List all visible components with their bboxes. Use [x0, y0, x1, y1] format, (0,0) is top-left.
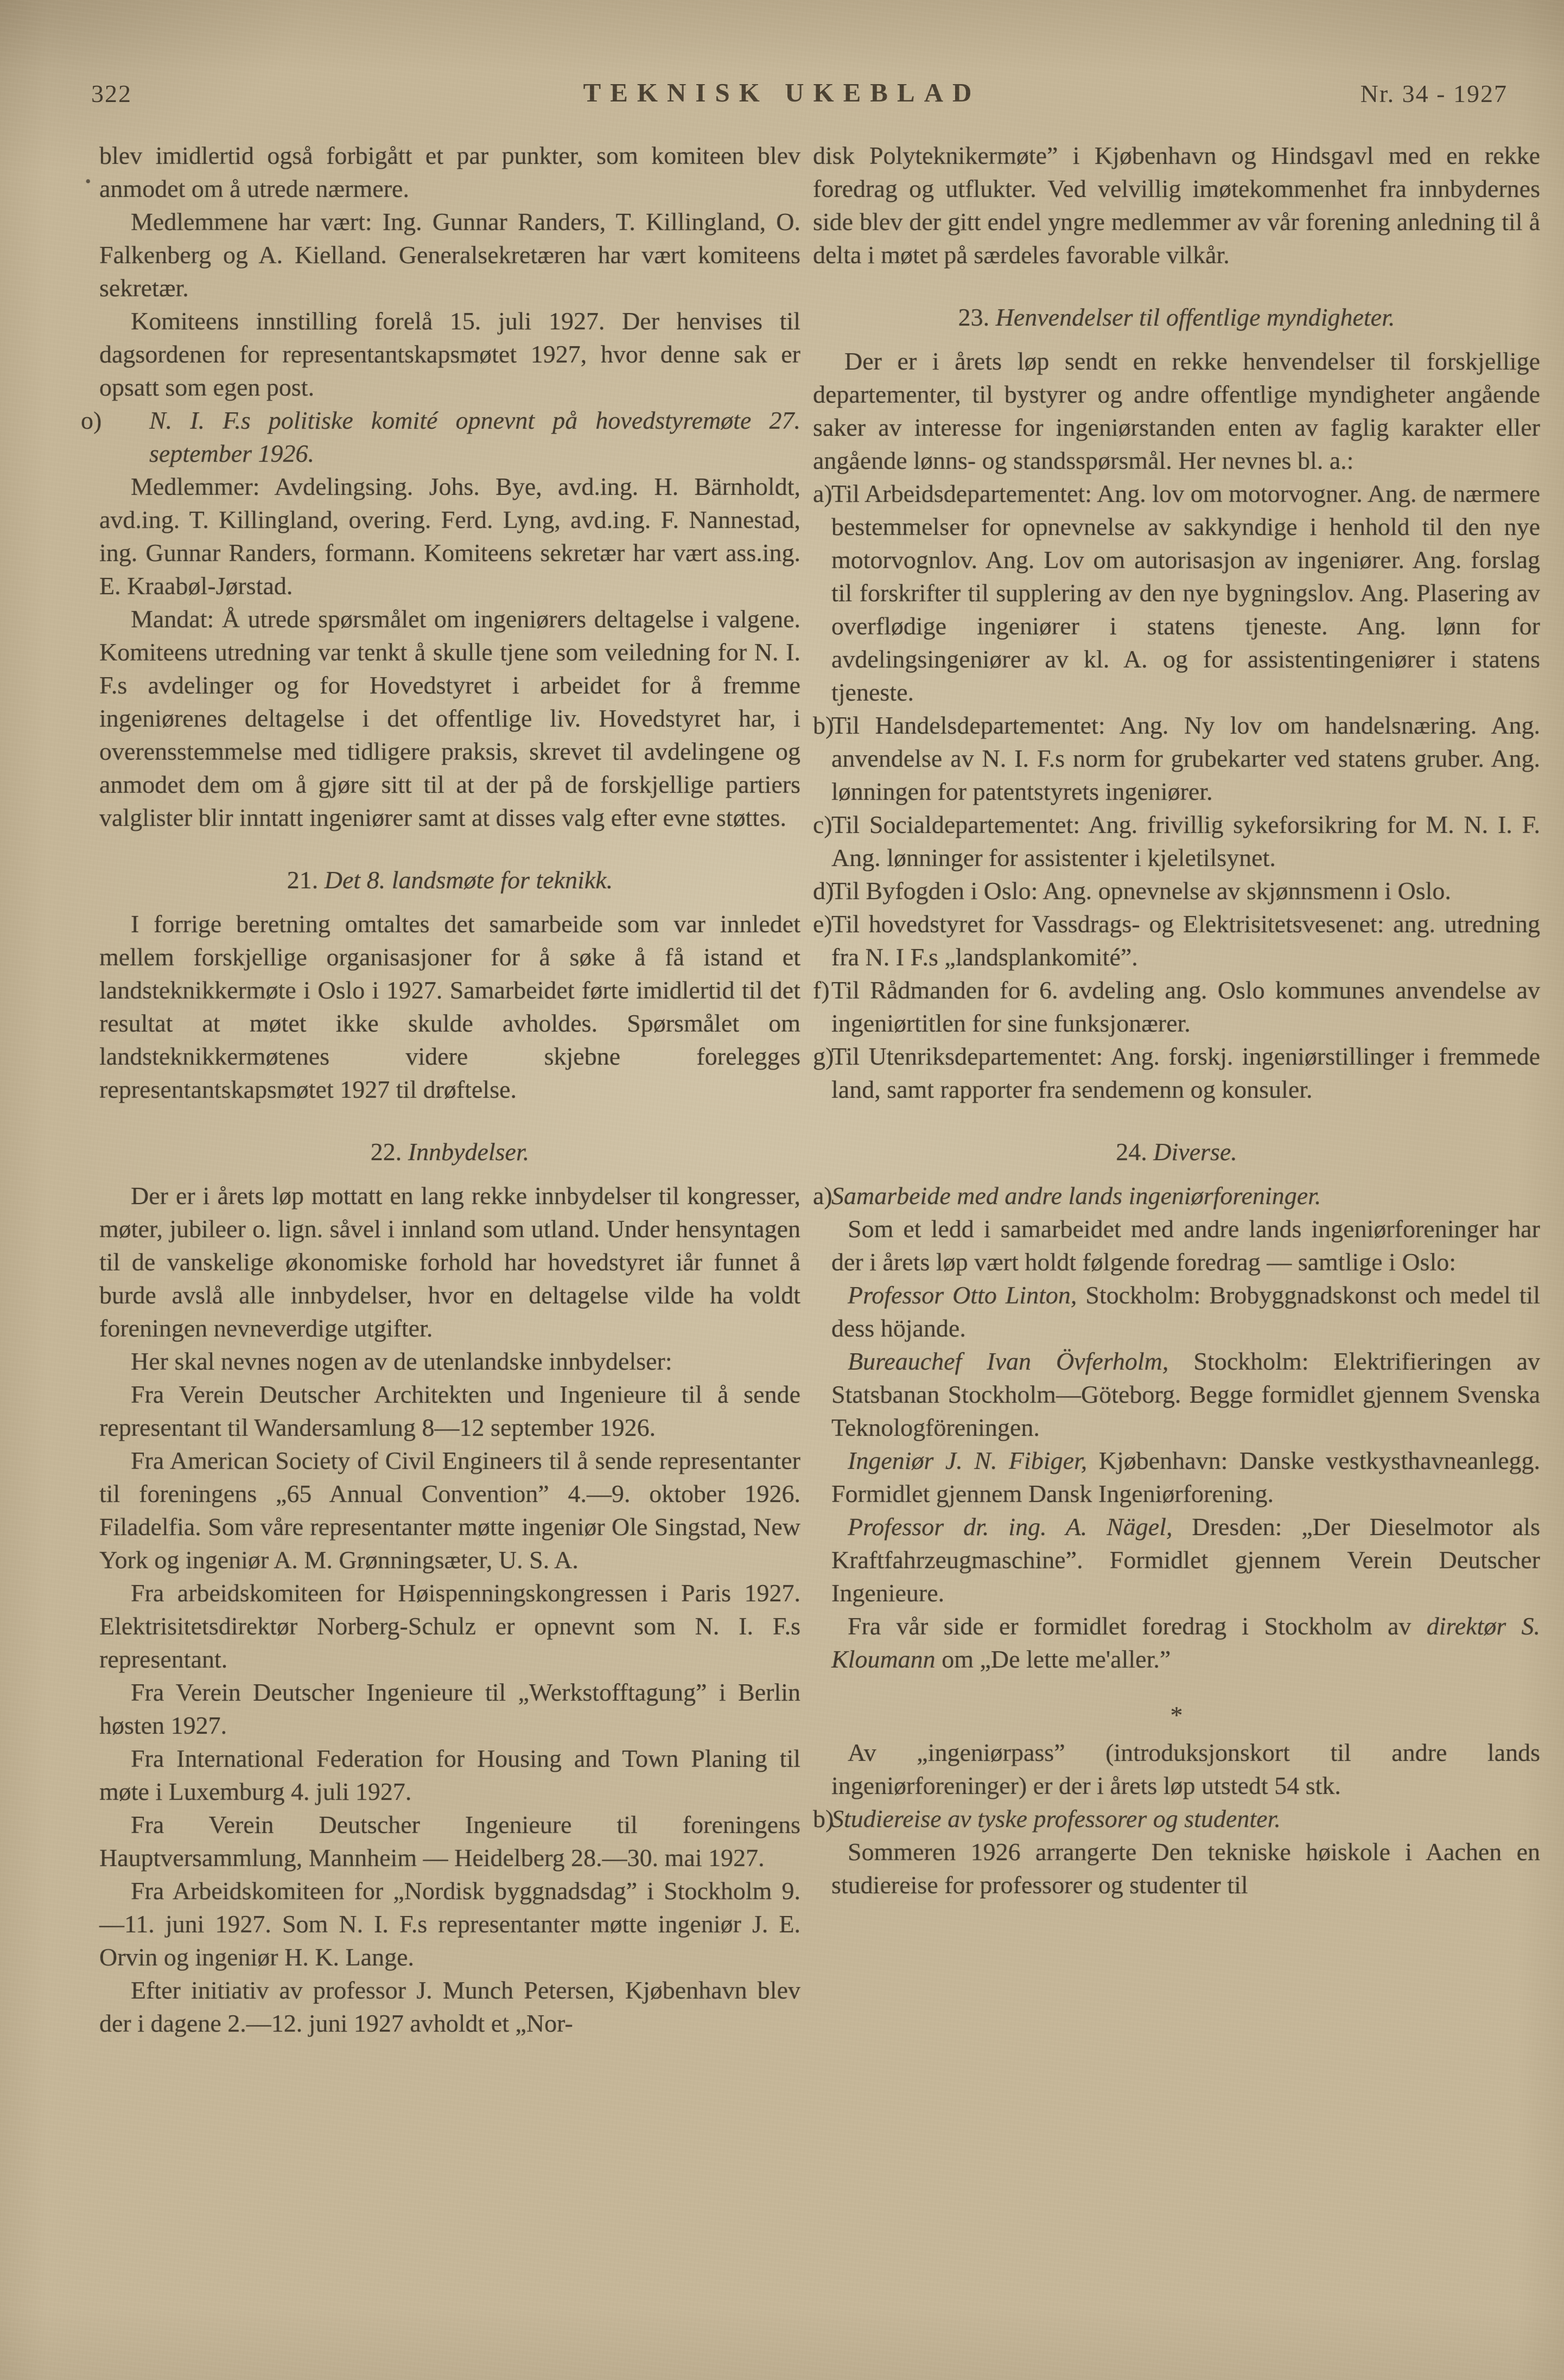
text-run: Fra American Society of Civil Engineers til å sende representanter til foreningens „65 Annual Convention” 4.—9. oktober 1926. Filadelfia. Som våre representanter møtte ingeniør Ole Singstad, New York og ingeniør A. M. Grønningsæter, U. S. A.: [99, 1447, 800, 1574]
text-run: Medlemmer: Avdelingsing. Johs. Bye, avd.ing. H. Bärnholdt, avd.ing. T. Killingland, overing. Ferd. Lyng, avd.ing. F. Nannestad, ing. Gunnar Randers, formann. Komiteens sekretær har vært ass.ing. E. Kraabøl-Jørstad.: [99, 473, 800, 600]
journal-title: TEKNISK UKEBLAD: [583, 78, 981, 107]
text-run: Stockholm: Elektrifieringen av Statsbanan Stockholm—Göteborg. Begge formidlet gjennem Svenska Teknologföreningen.: [831, 1347, 1541, 1441]
text-run: Der er i årets løp mottatt en lang rekke innbydelser til kongresser, møter, jubileer o. lign. såvel i innland som utland. Under hensyntagen til de vanskelige økonomiske forhold har hovedstyret iår funnet å burde avslå alle innbydelser, hvor en deltagelse vilde ha voldt foreningen nevneverdige utgifter.: [99, 1182, 800, 1342]
text-run: Til Socialdepartementet: Ang. frivillig sykeforsikring for M. N. I. F. Ang. lønninger for assistenter i kjeletilsynet.: [831, 811, 1540, 871]
item-label: a): [813, 1182, 832, 1210]
paragraph: [831, 1736, 1540, 1802]
text-run: Til Byfogden i Oslo: Ang. opnevnelse av skjønnsmenn i Oslo.: [831, 877, 1451, 905]
section-title: Det 8. landsmøte for teknikk.: [324, 866, 613, 894]
text-run: Stockholm: Brobyggnadskonst och medel til dess höjande.: [831, 1281, 1540, 1342]
section-heading: [99, 1135, 800, 1168]
section-number: 21.: [287, 866, 325, 894]
text-run: disk Polyteknikermøte” i Kjøbenhavn og Hindsgavl med en rekke foredrag og utflukter. Ved velvillig imøtekommenhet fra innbydernes side blev der gitt endel yngre medlemmer av vår forening anledning til å delta i møtet på særdeles favorable vilkår.: [813, 142, 1540, 269]
section-title: Diverse.: [1153, 1138, 1237, 1166]
paragraph: [99, 1974, 800, 2040]
text-run: Til Utenriksdepartementet: Ang. forskj. ingeniørstillinger i fremmede land, samt rapporter fra sendemenn og konsuler.: [831, 1042, 1540, 1103]
list-item: [813, 1040, 1540, 1106]
paragraph: [831, 1278, 1540, 1345]
text-run: blev imidlertid også forbigått et par punkter, som komiteen blev anmodet om å utrede nærmere.: [99, 142, 800, 202]
list-item: [813, 1802, 1540, 1835]
item-label: c): [813, 811, 832, 838]
paragraph: [813, 345, 1540, 477]
paragraph: [99, 1742, 800, 1808]
text-run: Fra Arbeidskomiteen for „Nordisk byggnadsdag” i Stockholm 9.—11. juni 1927. Som N. I. F.s representanter møtte ingeniør J. E. Orvin og ingeniør H. K. Lange.: [99, 1877, 800, 1971]
item-label: e): [813, 910, 832, 938]
paragraph: [831, 1609, 1540, 1676]
text-run: direktør S. Kloumann: [831, 1612, 1541, 1673]
paragraph: [831, 1444, 1540, 1510]
section-number: 23.: [958, 303, 996, 331]
section-heading: [813, 1135, 1540, 1168]
item-label: a): [813, 480, 832, 507]
item-label: f): [813, 976, 830, 1004]
paragraph: [99, 1444, 800, 1576]
text-run: Fra Verein Deutscher Ingenieure til „Werkstofftagung” i Berlin høsten 1927.: [99, 1678, 800, 1739]
issue-number: Nr. 34 - 1927: [1360, 80, 1508, 107]
item-label: o): [81, 406, 102, 434]
list-item: [813, 709, 1540, 808]
list-item: [813, 907, 1540, 973]
text-run: Til hovedstyret for Vassdrags- og Elektrisitetsvesenet: ang. utredning fra N. I F.s „landsplankomité”.: [831, 910, 1540, 971]
text-run: Medlemmene har vært: Ing. Gunnar Randers, T. Killingland, O. Falkenberg og A. Kielland. Generalsekretæren har vært komiteens sekretær.: [99, 208, 800, 302]
text-run: Studiereise av tyske professorer og studenter.: [831, 1805, 1281, 1832]
section-number: 22.: [370, 1138, 408, 1166]
paragraph: [831, 1212, 1540, 1278]
separator-asterisk: *: [1170, 1701, 1183, 1729]
list-item: [813, 973, 1540, 1040]
paragraph: [99, 1576, 800, 1676]
paragraph: [831, 1345, 1540, 1444]
paragraph: [99, 1874, 800, 1974]
text-run: N. I. F.s politiske komité opnevnt på hovedstyremøte 27. september 1926.: [149, 406, 800, 467]
text-run: Bureauchef Ivan Övferholm,: [848, 1347, 1169, 1375]
text-run: Der er i årets løp sendt en rekke henvendelser til forskjellige departementer, til bystyrer og andre offentlige myndigheter angående saker av interesse for ingeniørstanden enten av faglig karakter eller angående lønns- og standsspørsmål. Her nevnes bl. a.:: [813, 347, 1540, 474]
text-run: Mandat: Å utrede spørsmålet om ingeniørers deltagelse i valgene. Komiteens utredning var tenkt å skulle tjene som veiledning for N. I. F.s avdelinger og for Hovedstyret i arbeidet for å fremme ingeniørenes deltagelse i det offentlige liv. Hovedstyret har, i overensstemmelse med tidligere praksis, skrevet til avdelingene og anmodet dem om å gjøre sitt til at der på de forskjellige partiers valglister blir inntatt ingeniører samt at disses valg efter evne støttes.: [99, 605, 800, 831]
item-label: g): [813, 1042, 834, 1070]
text-run: Her skal nevnes nogen av de utenlandske innbydelser:: [131, 1347, 672, 1375]
paragraph: [99, 205, 800, 304]
text-run: Ingeniør J. N. Fibiger,: [848, 1447, 1088, 1474]
text-run: Som et ledd i samarbeidet med andre lands ingeniørforeninger har der i årets løp vært holdt følgende foredrag — samtlige i Oslo:: [831, 1215, 1540, 1276]
list-item: [81, 404, 800, 470]
text-run: Fra arbeidskomiteen for Høispenningskongressen i Paris 1927. Elektrisitetsdirektør Norberg-Schulz er opnevnt som N. I. F.s representant.: [99, 1579, 800, 1673]
paragraph: [99, 1179, 800, 1345]
section-heading: [99, 863, 800, 896]
text-run: Fra vår side er formidlet foredrag i Stockholm av: [848, 1612, 1427, 1640]
text-run: Til Rådmanden for 6. avdeling ang. Oslo kommunes anvendelse av ingeniørtitlen for sine funksjonærer.: [831, 976, 1540, 1037]
text-run: Kjøbenhavn: Danske vestkysthavneanlegg. Formidlet gjennem Dansk Ingeniørforening.: [831, 1447, 1540, 1507]
text-run: Fra Verein Deutscher Architekten und Ingenieure til å sende representant til Wandersamlung 8—12 september 1926.: [99, 1380, 800, 1441]
text-run: Til Arbeidsdepartementet: Ang. lov om motorvogner. Ang. de nærmere bestemmelser for opnevnelse av sakkyndige i henhold til den nye motorvognlov. Ang. Lov om autorisasjon av ingeniører. Ang. forslag til forskrifter til supplering av den nye bygningslov. Ang. Plasering av overflødige ingeniører i statens tjeneste. Ang. lønn for avdelingsingeniører av kl. A. og for assistentingeniører i statens tjeneste.: [831, 480, 1540, 706]
paragraph: [99, 1345, 800, 1378]
paragraph: [99, 1676, 800, 1742]
right-column: [813, 139, 1540, 1901]
text-run: Professor Otto Linton,: [848, 1281, 1077, 1309]
paragraph: [831, 1835, 1540, 1901]
list-item: [813, 808, 1540, 874]
text-run: Efter initiativ av professor J. Munch Petersen, Kjøbenhavn blev der i dagene 2.—12. juni 1927 avholdt et „Nor-: [99, 1976, 800, 2037]
list-item: [813, 477, 1540, 709]
list-item: [813, 1179, 1540, 1212]
left-column: [81, 139, 800, 2040]
paragraph: [99, 1808, 800, 1874]
section-heading: [813, 301, 1540, 334]
text-run: om „De lette me'aller.”: [935, 1645, 1171, 1673]
paragraph: [831, 1510, 1540, 1609]
text-run: I forrige beretning omtaltes det samarbeide som var innledet mellem forskjellige organisasjoner for å søke å få istand et landsteknikkermøte i Oslo i 1927. Samarbeidet førte imidlertid til det resultat at møtet ikke skulde avholdes. Spørsmålet om landsteknikkermøtenes videre skjebne forelegges representantskapsmøtet 1927 til drøftelse.: [99, 910, 800, 1103]
text-run: Fra Verein Deutscher Ingenieure til foreningens Hauptversammlung, Mannheim — Heidelberg 28.—30. mai 1927.: [99, 1811, 800, 1872]
section-title: Henvendelser til offentlige myndigheter.: [995, 303, 1395, 331]
text-run: Av „ingeniørpass” (introduksjonskort til andre lands ingeniørforeninger) er der i årets løp utstedt 54 stk.: [831, 1739, 1540, 1799]
item-label: b): [813, 1805, 834, 1832]
page-header: [0, 0, 1564, 130]
list-item: [813, 874, 1540, 907]
paragraph: [99, 1378, 800, 1444]
paragraph: [99, 470, 800, 602]
section-title: Innbydelser.: [408, 1138, 530, 1166]
item-label: b): [813, 711, 834, 739]
text-run: Til Handelsdepartementet: Ang. Ny lov om handelsnæring. Ang. anvendelse av N. I. F.s norm for grubekarter ved statens gruber. Ang. lønningen for patentstyrets ingeniører.: [831, 711, 1540, 805]
text-run: Dresden: „Der Dieselmotor als Kraftfahrzeugmaschine”. Formidlet gjennem Verein Deutscher Ingenieure.: [831, 1513, 1540, 1607]
text-run: Sommeren 1926 arrangerte Den tekniske høiskole i Aachen en studiereise for professorer og studenter til: [831, 1838, 1540, 1899]
text-run: Samarbeide med andre lands ingeniørforeninger.: [831, 1182, 1321, 1210]
item-label: d): [813, 877, 834, 905]
paragraph: [813, 139, 1540, 271]
text-run: Professor dr. ing. A. Nägel,: [848, 1513, 1173, 1541]
page-number: 322: [91, 80, 132, 107]
text-run: Fra International Federation for Housing and Town Planing til møte i Luxemburg 4. juli 1927.: [99, 1745, 800, 1805]
text-run: Komiteens innstilling forelå 15. juli 1927. Der henvises til dagsordenen for representantskapsmøtet 1927, hvor denne sak er opsatt som egen post.: [99, 307, 800, 401]
section-number: 24.: [1116, 1138, 1154, 1166]
paragraph: [99, 139, 800, 205]
paragraph: [99, 304, 800, 404]
paragraph: [99, 602, 800, 834]
paragraph: [99, 907, 800, 1106]
